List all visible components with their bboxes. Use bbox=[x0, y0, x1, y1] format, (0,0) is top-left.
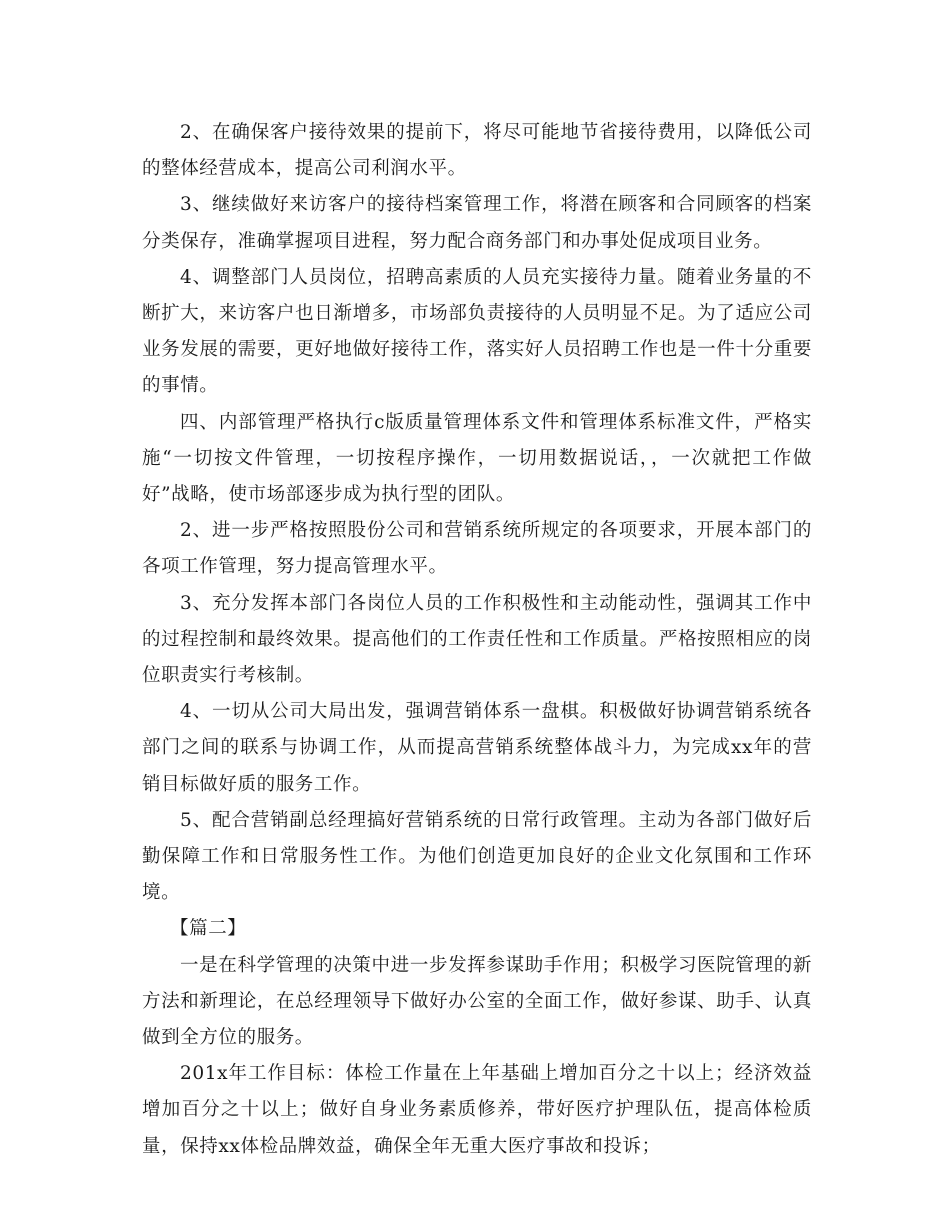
section-heading: 【篇二】 bbox=[170, 918, 247, 940]
paragraph: 2、在确保客户接待效果的提前下，将尽可能地节省接待费用，以降低公司的整体经营成本，提高公司利润水平。 bbox=[142, 122, 812, 180]
document-body bbox=[142, 115, 812, 1165]
paragraph: 4、一切从公司大局出发，强调营销体系一盘棋。积极做好协调营销系统各部门之间的联系与协调工作，从而提高营销系统整体战斗力，为完成xx年的营销目标做好质的服务工作。 bbox=[142, 701, 812, 795]
paragraph: 一是在科学管理的决策中进一步发挥参谋助手作用；积极学习医院管理的新方法和新理论，在总经理领导下做好办公室的全面工作，做好参谋、助手、认真做到全方位的服务。 bbox=[142, 954, 812, 1049]
paragraph: 四、内部管理严格执行c版质量管理体系文件和管理体系标准文件，严格实施“一切按文件管理，一切按程序操作，一切用数据说话，，一次就把工作做好”战略，使市场部逐步成为执行型的团队。 bbox=[142, 411, 812, 506]
paragraph: 2、进一步严格按照股份公司和营销系统所规定的各项要求，开展本部门的各项工作管理，努力提高管理水平。 bbox=[142, 520, 812, 578]
paragraph: 5、配合营销副总经理搞好营销系统的日常行政管理。主动为各部门做好后勤保障工作和日常服务性工作。为他们创造更加良好的企业文化氛围和工作环境。 bbox=[142, 809, 812, 904]
paragraph: 4、调整部门人员岗位，招聘高素质的人员充实接待力量。随着业务量的不断扩大，来访客户也日渐增多，市场部负责接待的人员明显不足。为了适应公司业务发展的需要，更好地做好接待工作，落实好人员招聘工作也是一件十分重要的事情。 bbox=[142, 266, 812, 397]
paragraph: 201x年工作目标：体检工作量在上年基础上增加百分之十以上；经济效益增加百分之十以上；做好自身业务素质修养，带好医疗护理队伍，提高体检质量，保持xx体检品牌效益，确保全年无重大医疗事故和投诉； bbox=[142, 1063, 812, 1157]
paragraph: 3、充分发挥本部门各岗位人员的工作积极性和主动能动性，强调其工作中的过程控制和最终效果。提高他们的工作责任性和工作质量。严格按照相应的岗位职责实行考核制。 bbox=[142, 592, 812, 687]
paragraph: 3、继续做好来访客户的接待档案管理工作，将潜在顾客和合同顾客的档案分类保存，准确掌握项目进程，努力配合商务部门和办事处促成项目业务。 bbox=[142, 194, 812, 252]
